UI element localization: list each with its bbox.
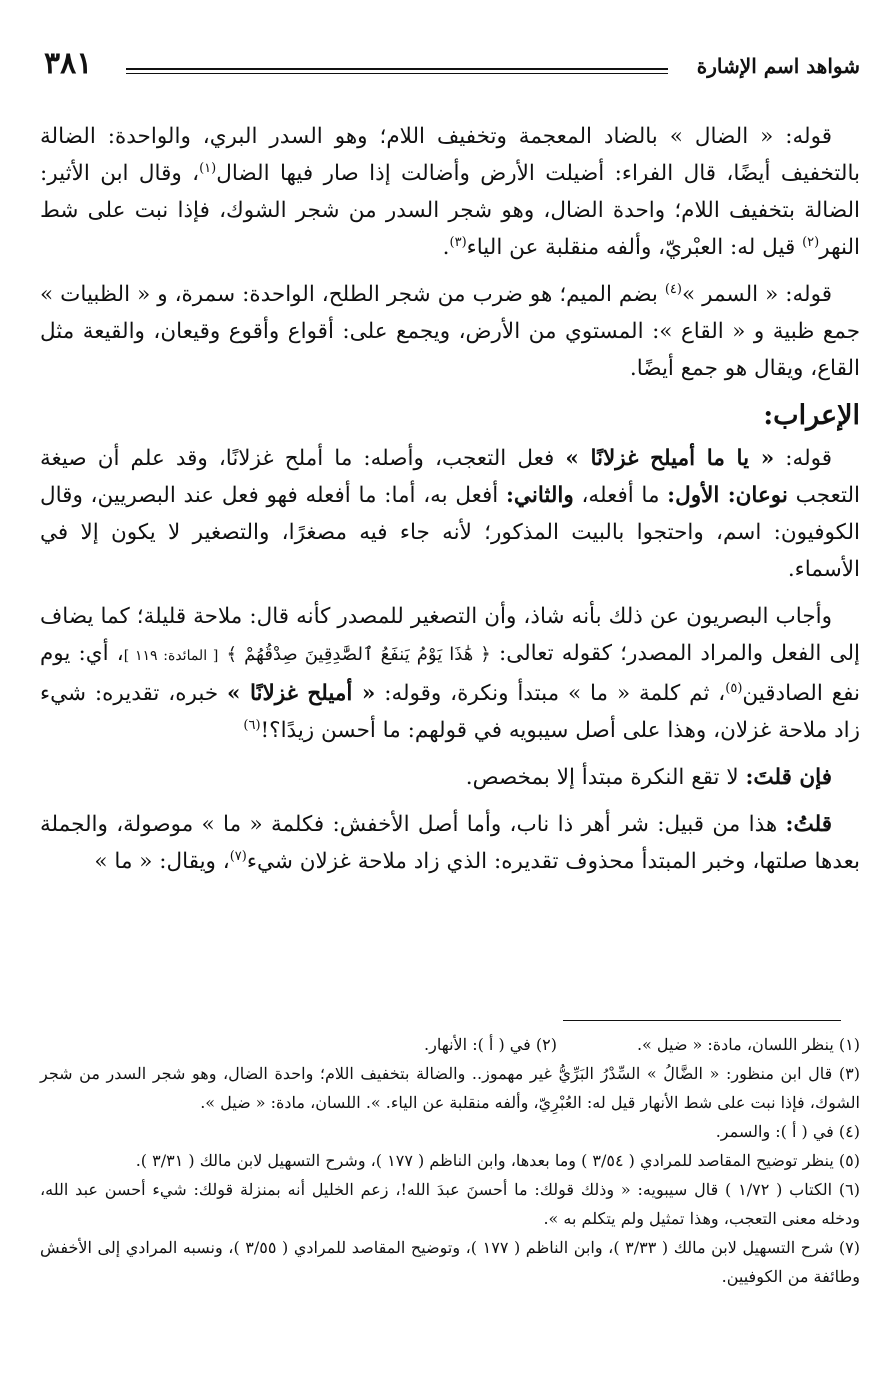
footnote-2: (٢) في ( أ ): الأنهار. — [424, 1035, 557, 1054]
verse-reference: [ المائدة: ١١٩ ] — [123, 648, 219, 664]
footnote-4: (٤) في ( أ ): والسمر. — [715, 1122, 860, 1141]
footnote-ref: (١) — [199, 160, 217, 176]
footnote-ref: (٣) — [449, 234, 467, 250]
chapter-title: شواهد اسم الإشارة — [696, 54, 860, 78]
footnote-ref: (٥) — [725, 680, 743, 696]
footnote-row — [40, 1030, 860, 1059]
footnote-ref: (٧) — [229, 848, 247, 864]
footnote-ref: (٤) — [664, 281, 682, 297]
footnote-separator — [563, 1020, 841, 1021]
footnote-5: (٥) ينظر توضيح المقاصد للمرادي ( ٣/٥٤ ) وما بعدها، وابن الناظم ( ١٧٧ )، وشرح التسهيل لابن مالك ( ٣/٣١ ). — [135, 1151, 860, 1170]
running-header — [44, 44, 860, 86]
footnote-1: (١) ينظر اللسان، مادة: « ضيل ». — [636, 1035, 860, 1054]
header-rule — [126, 68, 668, 74]
footnote-6: (٦) الكتاب ( ١/٧٢ ) قال سيبويه: « وذلك قولك: ما أحسنَ عبدَ الله!، زعم الخليل أنه بمنزلة قولك: شيء أحسن عبد الله، ودخله معنى التعجب، وهذا تمثيل ولم يتكلم به ». — [40, 1180, 861, 1228]
footnote-ref: (٦) — [243, 717, 261, 733]
footnote-7: (٧) شرح التسهيل لابن مالك ( ٣/٣٣ )، وابن الناظم ( ١٧٧ )، وتوضيح المقاصد للمرادي ( ٣/٥٥ )، ونسبه المرادي إلى الأخفش وطائفة من الكوفيين. — [40, 1238, 861, 1286]
paragraph-samur: قوله: « السمر »$^{(٤)}$ بضم الميم؛ هو ضرب من شجر الطلح، الواحدة: سمرة، و « الظبيات » جمع ظبية و « القاع »: المستوي من الأرض، ويجمع على: أقواع وأقوع وقيعان، والقيعة مثل القاع، ويقال هو جمع أيضًا. — [40, 281, 860, 381]
paragraph-objection: فإن قلتَ: لا تقع النكرة مبتدأ إلا بمخصص. — [465, 765, 832, 790]
paragraph-basriyun: وأجاب البصريون عن ذلك بأنه شاذ، وأن التصغير للمصدر كأنه قال: ملاحة قليلة؛ كما يضاف إلى الفعل والمراد المصدر؛ كقوله تعالى: ﴿ هَٰذَا يَوْمُ يَنفَعُ ٱلصَّٰدِقِينَ صِدْقُهُمْ ﴾ [ المائدة: ١١٩ ]، أي: يوم نفع الصادقين$^{(٥)}$، ثم كلمة « ما » مبتدأ ونكرة، وقوله: « أميلح غزلانًا » خبره، تقديره: شيء زاد ملاحة غزلان، وهذا على أصل سيبويه في قولهم: ما أحسن زيدًا؟!$^{(٦)}$ — [40, 604, 860, 743]
paragraph-reply: قلتُ: هذا من قبيل: شر أهر ذا ناب، وأما أصل الأخفش: فكلمة « ما » موصولة، والجملة بعدها صلتها، وخبر المبتدأ محذوف تقديره: الذي زاد ملاحة غزلان شيء$^{(٧)}$، ويقال: « ما » — [40, 812, 860, 874]
footnote-3: (٣) قال ابن منظور: « الضَّالُ » السِّدْرُ البَرِّيُّ غير مهموز.. والضالة بتخفيف اللام؛ واحدة الضال، وهو شجر السدر من شجر الشوك، فإذا نبت على شط الأنهار قيل له: العُبْرِيّ، وألفه منقلبة عن الياء. ». اللسان، مادة: « ضيل ». — [40, 1064, 860, 1112]
footnote-ref: (٢) — [802, 234, 820, 250]
section-heading: الإعراب: — [763, 400, 860, 431]
paragraph-dal: قوله: « الضال » بالضاد المعجمة وتخفيف اللام؛ وهو السدر البري، والواحدة: الضالة بالتخفيف أيضًا، قال الفراء: أضيلت الأرض وأضالت إذا صار فيها الضال$^{(١)}$، وقال ابن الأثير: الضالة بتخفيف اللام؛ واحدة الضال، وهو شجر السدر من شجر الشوك، فإذا نبت على شط النهر$^{(٢)}$ قيل له: العبْريّ، وألفه منقلبة عن الياء$^{(٣)}$. — [40, 124, 860, 260]
quran-verse: ﴿ هَٰذَا يَوْمُ يَنفَعُ ٱلصَّٰدِقِينَ صِدْقُهُمْ ﴾ — [226, 644, 491, 665]
page-number: ٣٨١ — [44, 46, 93, 81]
footnotes — [40, 1030, 860, 1291]
main-text — [40, 118, 860, 890]
paragraph-irab: قوله: « يا ما أميلح غزلانًا » فعل التعجب، وأصله: ما أملح غزلانًا، وقد علم أن صيغة التعجب نوعان: الأول: ما أفعله، والثاني: أفعل به، أما: ما أفعله فهو فعل عند البصريين، وقال الكوفيون: اسم، واحتجوا بالبيت المذكور؛ لأنه جاء فيه مصغرًا، والتصغير لا يكون إلا في الأسماء. — [40, 446, 860, 582]
